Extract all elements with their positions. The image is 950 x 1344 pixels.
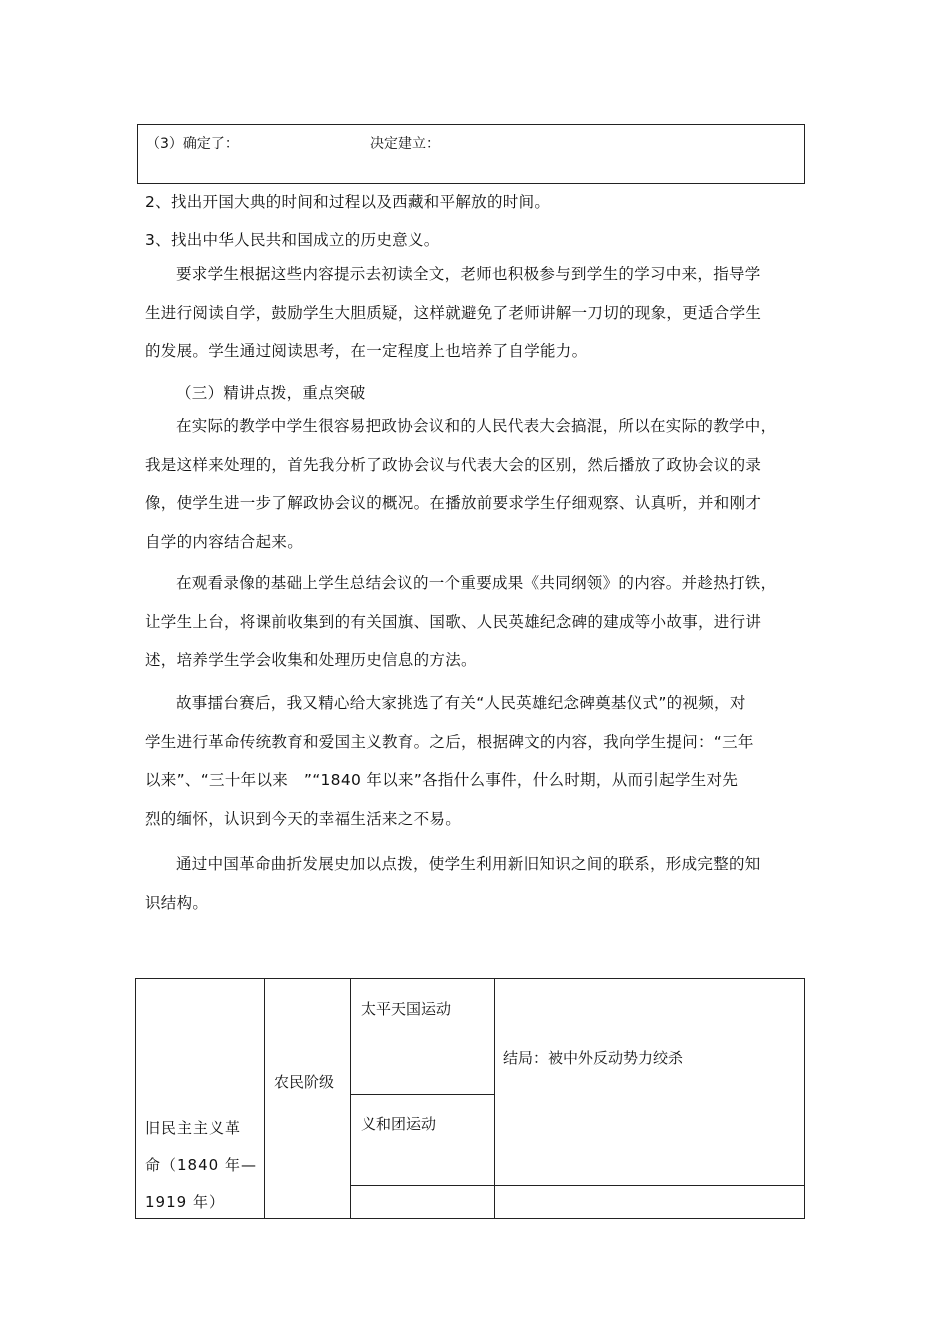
para1-line-2: 生进行阅读自学，鼓励学生大胆质疑，这样就避免了老师讲解一刀切的现象，更适合学生 — [145, 303, 762, 322]
revolution-line-3: 1919 年） — [145, 1193, 225, 1211]
revolution-label — [145, 1110, 263, 1221]
section-heading: （三）精讲点拨，重点突破 — [176, 384, 366, 402]
paragraph-3 — [145, 564, 825, 680]
empty-cell-left — [350, 1185, 495, 1219]
para3-line-1: 在观看录像的基础上学生总结会议的一个重要成果《共同纲领》的内容。并趁热打铁， — [176, 574, 777, 592]
class-cell — [264, 978, 351, 1219]
revolution-line-2: 命（1840 年— — [145, 1156, 257, 1174]
item3-label: （3）确定了： — [146, 136, 239, 152]
class-label: 农民阶级 — [274, 1073, 335, 1091]
item3-decided: 决定建立： — [370, 136, 440, 152]
movement1-label: 太平天国运动 — [361, 1000, 452, 1018]
result-label: 结局：被中外反动势力绞杀 — [503, 1049, 684, 1067]
top-box — [137, 124, 805, 184]
empty-cell-right — [494, 1185, 805, 1219]
para2-line-3: 像，使学生进一步了解政协会议的概况。在播放前要求学生仔细观察、认真听，并和刚才 — [145, 494, 762, 512]
para5-line-2: 识结构。 — [145, 893, 209, 912]
paragraph-1 — [145, 255, 825, 371]
para2-line-2: 我是这样来处理的，首先我分析了政协会议与代表大会的区别，然后播放了政协会议的录 — [145, 455, 762, 474]
paragraph-2 — [145, 407, 825, 561]
revolution-table — [135, 978, 805, 1219]
para4-line-2: 学生进行革命传统教育和爱国主义教育。之后，根据碑文的内容，我向学生提问：“三年 — [145, 732, 754, 751]
movement2-cell — [350, 1094, 495, 1186]
para3-line-2: 让学生上台，将课前收集到的有关国旗、国歌、人民英雄纪念碑的建成等小故事，进行讲 — [145, 612, 762, 631]
para3-line-3: 述，培养学生学会收集和处理历史信息的方法。 — [145, 651, 477, 669]
para2-line-4: 自学的内容结合起来。 — [145, 532, 304, 551]
para4-line-3: 以来”、“三十年以来 ”“1840 年以来”各指什么事件，什么时期，从而引起学生对先 — [145, 771, 739, 789]
paragraph-5 — [145, 845, 825, 922]
para2-line-1: 在实际的教学中学生很容易把政协会议和的人民代表大会搞混，所以在实际的教学中， — [176, 417, 777, 435]
movement2-label: 义和团运动 — [361, 1115, 437, 1133]
question-2: 2、找出开国大典的时间和过程以及西藏和平解放的时间。 — [145, 193, 551, 211]
para1-line-3: 的发展。学生通过阅读思考，在一定程度上也培养了自学能力。 — [145, 342, 588, 360]
para4-line-4: 烈的缅怀，认识到今天的幸福生活来之不易。 — [145, 809, 462, 828]
para4-line-1: 故事擂台赛后，我又精心给大家挑选了有关“人民英雄纪念碑奠基仪式”的视频，对 — [176, 694, 746, 712]
revolution-line-1: 旧民主主义革 — [145, 1119, 242, 1137]
para1-line-1: 要求学生根据这些内容提示去初读全文，老师也积极参与到学生的学习中来，指导学 — [176, 265, 761, 283]
result-cell — [494, 978, 805, 1186]
question-3: 3、找出中华人民共和国成立的历史意义。 — [145, 231, 440, 249]
paragraph-4 — [145, 684, 825, 838]
movement1-cell — [350, 978, 495, 1095]
para5-line-1: 通过中国革命曲折发展史加以点拨，使学生利用新旧知识之间的联系，形成完整的知 — [176, 855, 761, 873]
